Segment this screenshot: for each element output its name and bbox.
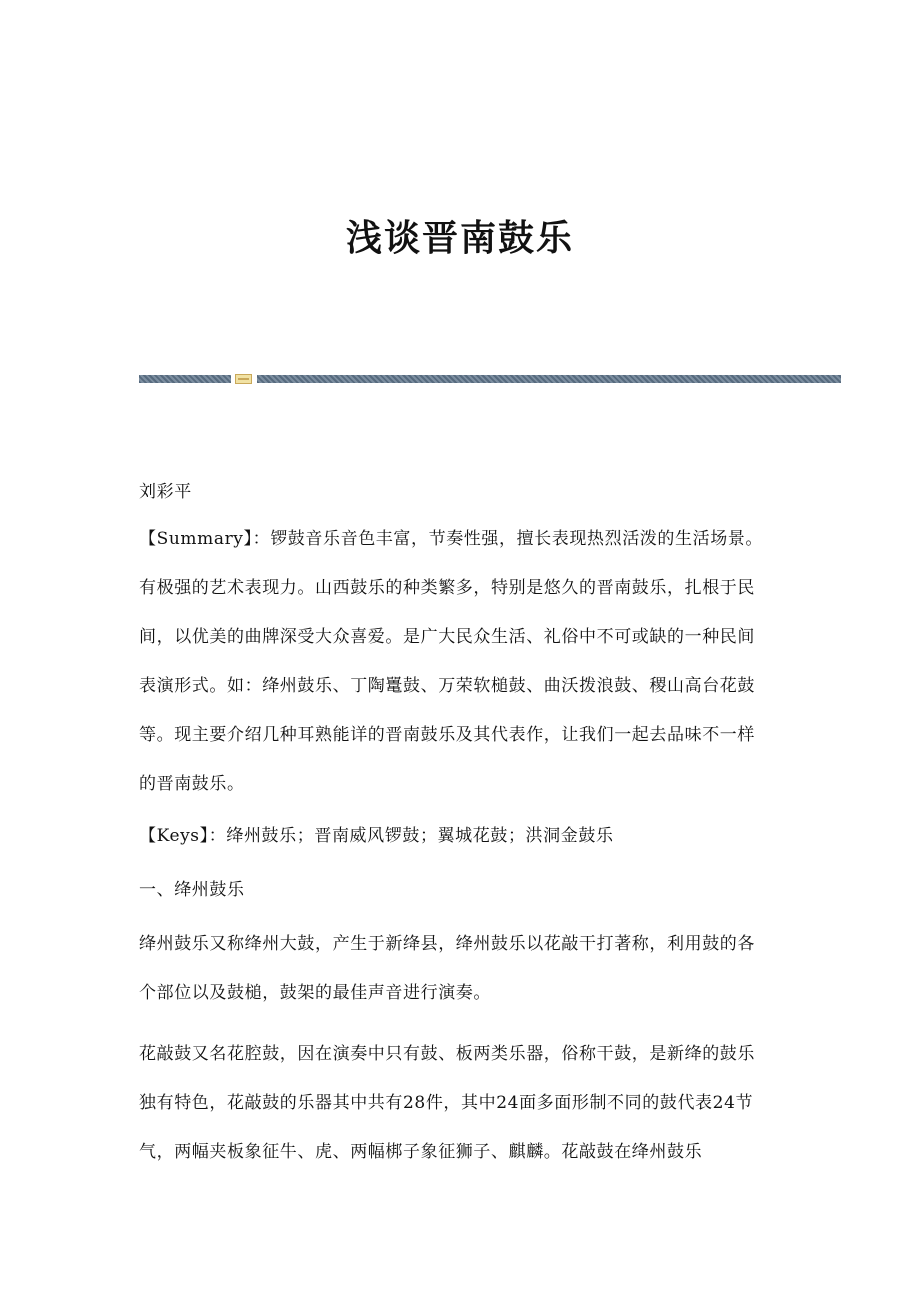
divider-bar-right xyxy=(257,375,841,383)
divider-bar-left xyxy=(139,375,231,383)
summary-paragraph xyxy=(139,515,771,809)
keywords-paragraph xyxy=(139,812,771,861)
summary-text: 锣鼓音乐音色丰富，节奏性强，擅长表现热烈活泼的生活场景。有极强的艺术表现力。山西鼓乐的种类繁多，特别是悠久的晋南鼓乐，扎根于民间，以优美的曲牌深受大众喜爱。是广大民众生活、礼俗中不可或缺的一种民间表演形式。如：绛州鼓乐、丁陶鼍鼓、万荣软槌鼓、曲沃拨浪鼓、稷山高台花鼓等。现主要介绍几种耳熟能详的晋南鼓乐及其代表作，让我们一起去品味不一样的晋南鼓乐。 xyxy=(139,529,764,794)
keywords-text: 绛州鼓乐；晋南威风锣鼓；翼城花鼓；洪洞金鼓乐 xyxy=(226,826,614,846)
summary-label: 【Summary】： xyxy=(139,529,271,549)
author-name: 刘彩平 xyxy=(139,482,192,502)
body-paragraph: 花敲鼓又名花腔鼓，因在演奏中只有鼓、板两类乐器，俗称干鼓，是新绛的鼓乐独有特色，花敲鼓的乐器其中共有28件，其中24面多面形制不同的鼓代表24节气，两幅夹板象征牛、虎、两幅梆子象征狮子、麒麟。花敲鼓在绛州鼓乐 xyxy=(139,1044,755,1162)
section-heading: 一、绛州鼓乐 xyxy=(139,880,245,900)
divider-ornament-icon xyxy=(235,374,252,384)
body-paragraph: 绛州鼓乐又称绛州大鼓，产生于新绛县，绛州鼓乐以花敲干打著称，利用鼓的各个部位以及鼓槌，鼓架的最佳声音进行演奏。 xyxy=(139,934,755,1003)
keywords-label: 【Keys】： xyxy=(139,826,227,846)
document-title: 浅谈晋南鼓乐 xyxy=(345,218,574,259)
title-divider xyxy=(139,374,841,386)
